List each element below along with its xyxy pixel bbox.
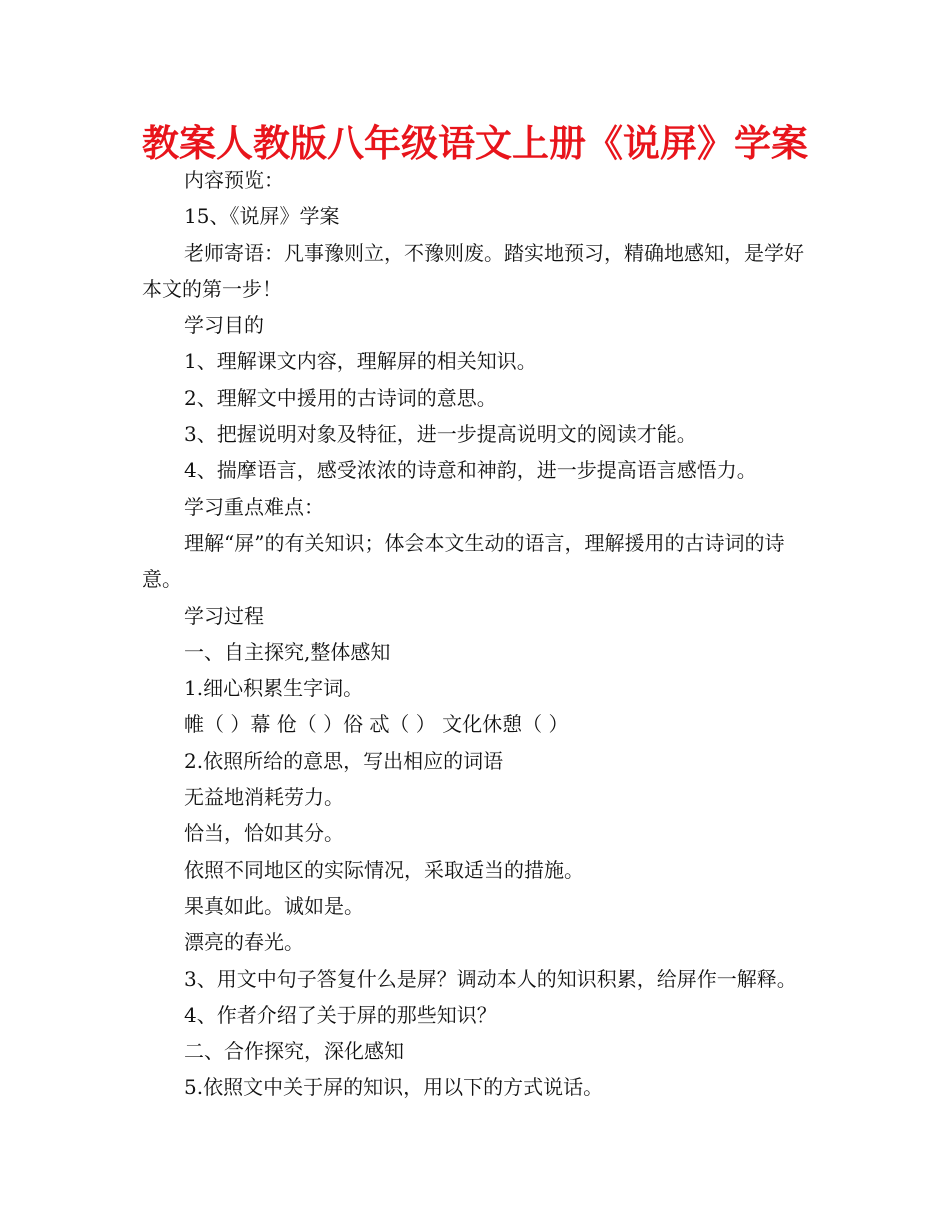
- paragraph-task-3: 3、用文中句子答复什么是屏？调动本人的知识积累，给屏作一解释。: [184, 966, 797, 991]
- paragraph-teacher-message: 老师寄语：凡事豫则立，不豫则废。踏实地预习，精确地感知，是学好本文的第一步！: [142, 240, 804, 301]
- paragraph-definition-4: 果真如此。诚如是。: [184, 893, 364, 918]
- paragraph-definition-2: 恰当，恰如其分。: [184, 821, 344, 846]
- paragraph-key-points-heading: 学习重点难点：: [184, 494, 324, 519]
- paragraph-task-2: 2.依照所给的意思，写出相应的词语: [184, 748, 504, 773]
- paragraph-vocabulary-blanks: 帷（ ）幕 伧（ ）俗 忒（ ） 文化休憩（ ）: [184, 712, 569, 737]
- paragraph-objectives-heading: 学习目的: [184, 313, 264, 338]
- document-body: [142, 162, 810, 1106]
- paragraph-definition-5: 漂亮的春光。: [184, 930, 304, 955]
- paragraph-section-1-heading: 一、自主探究,整体感知: [184, 639, 391, 664]
- page-title: 教案人教版八年级语文上册《说屏》学案: [142, 122, 808, 165]
- paragraph-definition-1: 无益地消耗劳力。: [184, 785, 344, 810]
- paragraph-definition-3: 依照不同地区的实际情况，采取适当的措施。: [184, 857, 584, 882]
- paragraph-key-points: 理解“屏”的有关知识；体会本文生动的语言，理解援用的古诗词的诗意。: [142, 530, 785, 592]
- paragraph-task-1: 1.细心积累生字词。: [184, 676, 364, 701]
- paragraph-process-heading: 学习过程: [184, 603, 264, 628]
- paragraph-objective-3: 3、把握说明对象及特征，进一步提高说明文的阅读才能。: [184, 422, 697, 447]
- paragraph-lesson-heading: 15、《说屏》学案: [184, 204, 340, 229]
- paragraph-section-2-heading: 二、合作探究，深化感知: [184, 1039, 404, 1064]
- paragraph-preview-label: 内容预览：: [184, 168, 284, 192]
- paragraph-objective-4: 4、揣摩语言，感受浓浓的诗意和神韵，进一步提高语言感悟力。: [184, 458, 757, 483]
- paragraph-objective-2: 2、理解文中援用的古诗词的意思。: [184, 385, 497, 410]
- paragraph-task-4: 4、作者介绍了关于屏的那些知识？: [184, 1002, 497, 1027]
- paragraph-task-5: 5.依照文中关于屏的知识，用以下的方式说话。: [184, 1075, 604, 1100]
- paragraph-objective-1: 1、理解课文内容，理解屏的相关知识。: [184, 349, 537, 374]
